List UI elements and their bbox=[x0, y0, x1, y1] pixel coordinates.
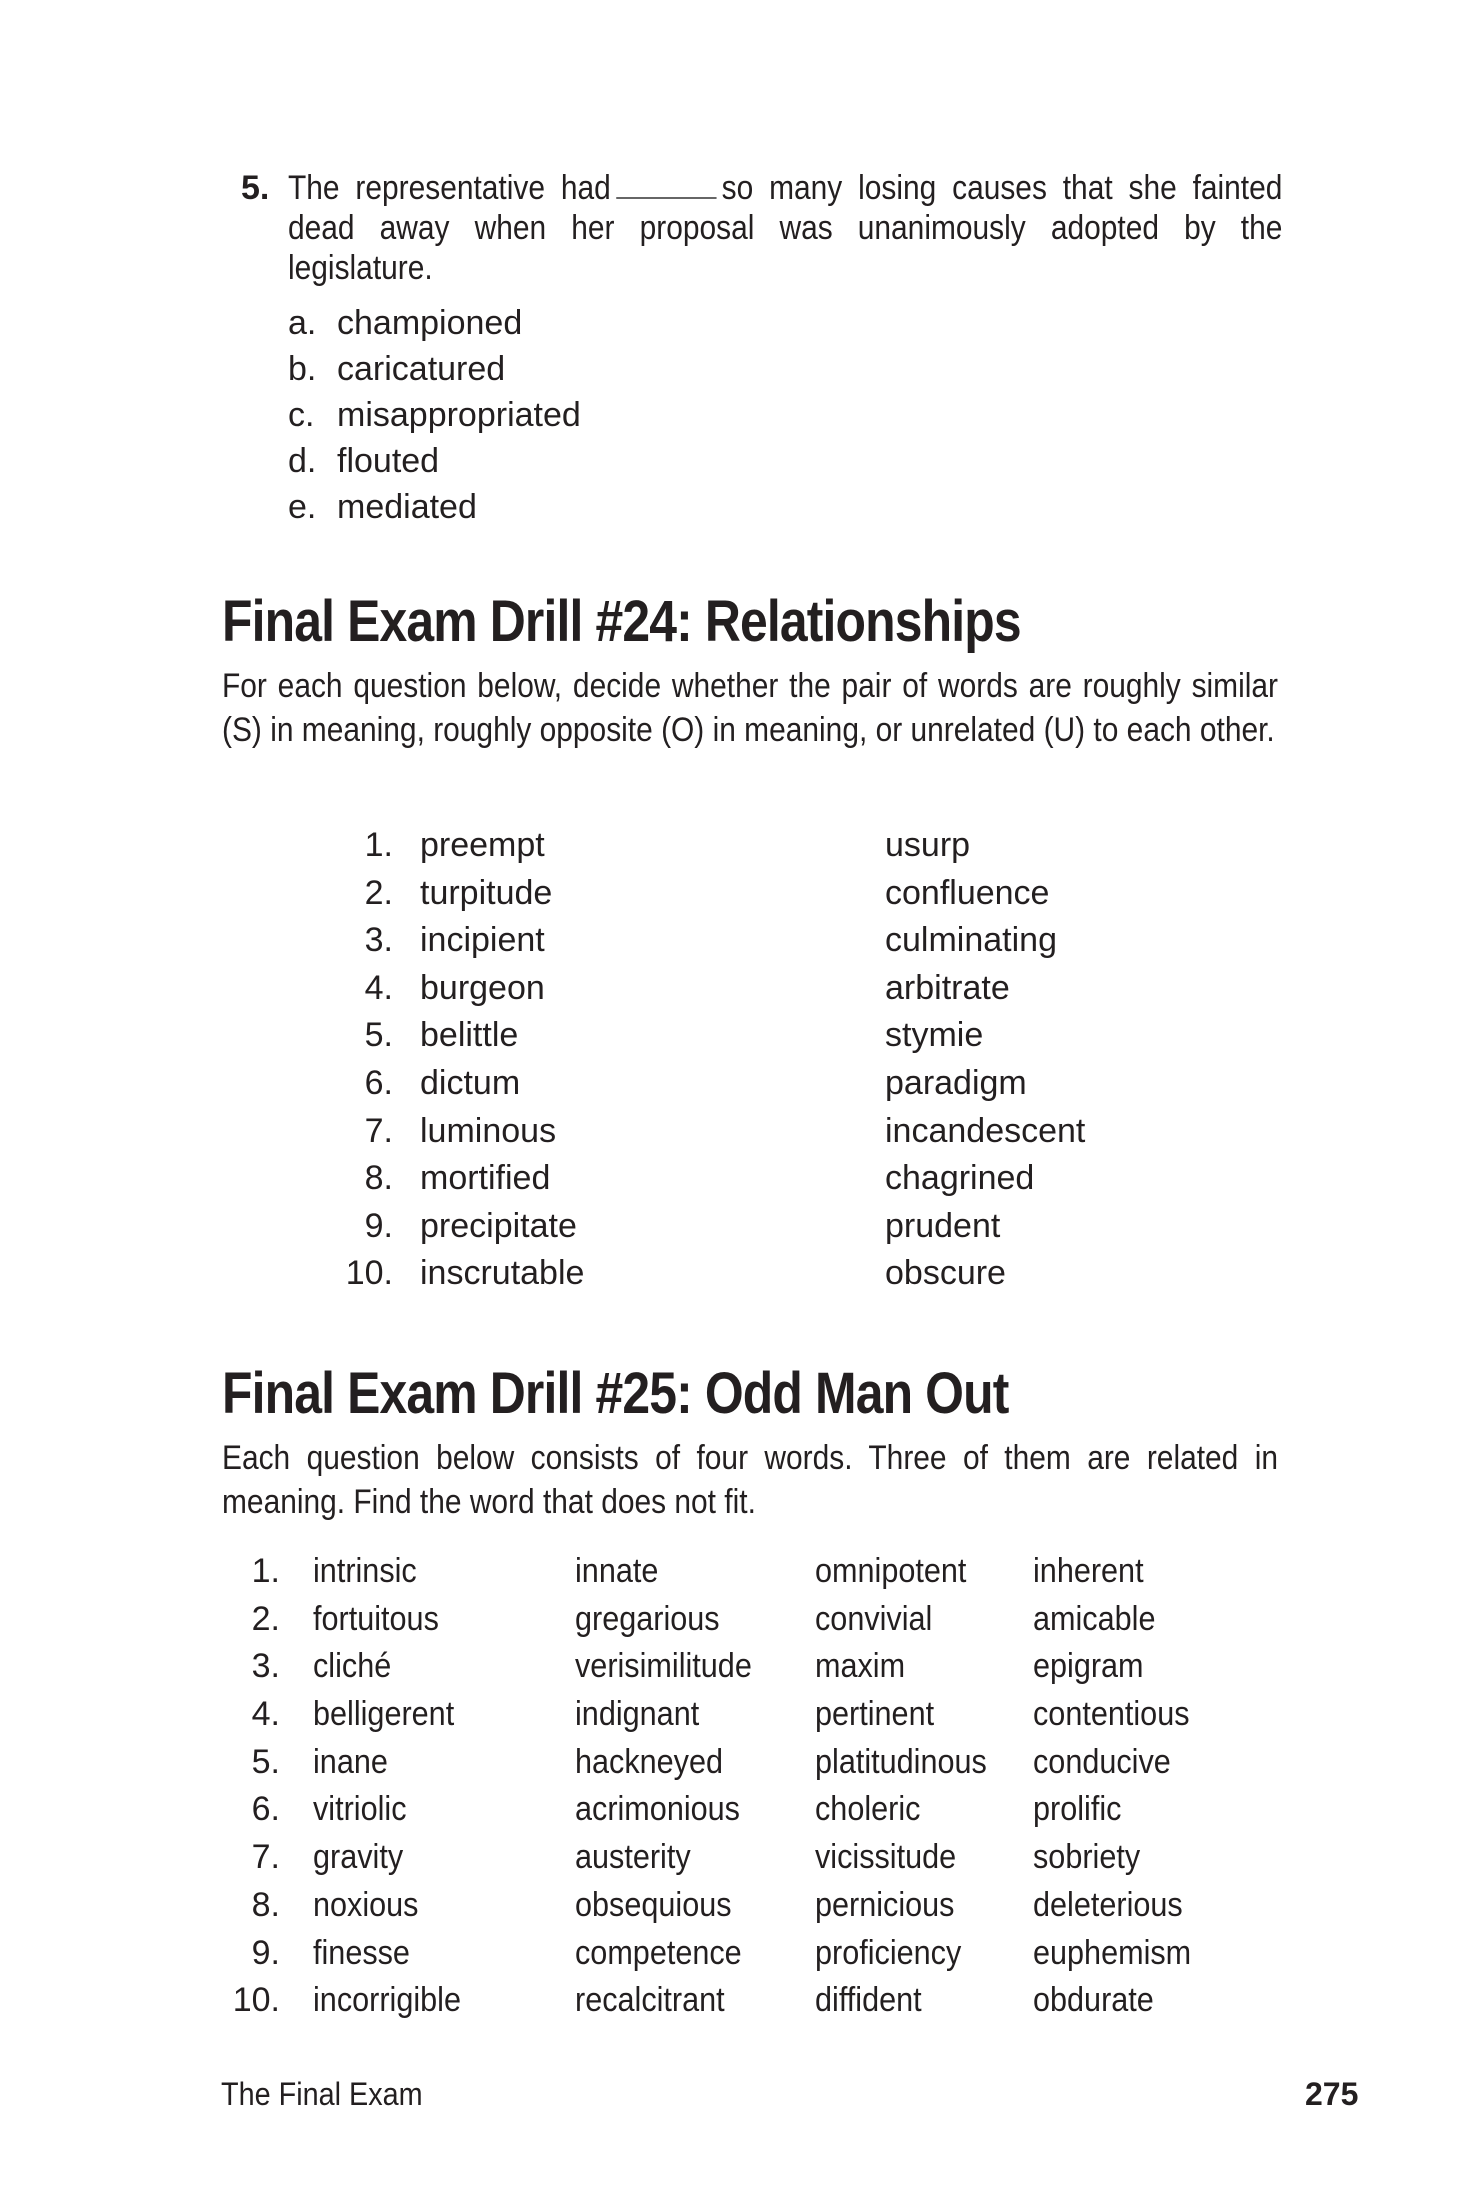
word-1: fortuitous bbox=[313, 1599, 439, 1638]
word-1: turpitude bbox=[420, 873, 553, 912]
answer-blank bbox=[616, 171, 716, 199]
option-text: caricatured bbox=[337, 350, 506, 388]
word-2: usurp bbox=[885, 826, 971, 864]
word-2: confluence bbox=[885, 873, 1050, 912]
drill-24-instructions bbox=[222, 664, 1278, 752]
word-2: innate bbox=[575, 1552, 659, 1590]
word-4: obdurate bbox=[1033, 1981, 1154, 2020]
drill-25-title: Final Exam Drill #25: Odd Man Out bbox=[222, 1361, 1009, 1426]
odd-man-out-list bbox=[220, 1552, 1220, 2029]
option-letter: b. bbox=[288, 350, 317, 388]
word-1: finesse bbox=[313, 1933, 410, 1972]
list-item bbox=[330, 1159, 1130, 1207]
word-2: hackneyed bbox=[575, 1742, 724, 1781]
list-item bbox=[330, 1112, 1130, 1160]
word-3: proficiency bbox=[815, 1933, 962, 1972]
word-1: noxious bbox=[313, 1885, 419, 1924]
word-4: epigram bbox=[1033, 1647, 1144, 1686]
item-number: 6. bbox=[364, 1063, 393, 1102]
option-letter: e. bbox=[288, 488, 317, 526]
word-2: incandescent bbox=[885, 1111, 1086, 1150]
word-1: inane bbox=[313, 1742, 388, 1781]
word-2: stymie bbox=[885, 1016, 984, 1055]
instructions-text: For each question below, decide whether the pair of words are roughly similar (S) in meaning, roughly opposite (O) in meaning, or unrelated (U) to each other. bbox=[222, 667, 1278, 749]
list-item bbox=[220, 1981, 1220, 2029]
word-1: belligerent bbox=[313, 1695, 455, 1734]
word-3: pertinent bbox=[815, 1695, 935, 1734]
word-2: indignant bbox=[575, 1695, 700, 1734]
list-item bbox=[220, 1695, 1220, 1743]
item-number: 8. bbox=[364, 1159, 393, 1198]
item-number: 3. bbox=[364, 921, 393, 960]
word-4: euphemism bbox=[1033, 1933, 1192, 1972]
relationships-list bbox=[330, 826, 1130, 1302]
word-3: platitudinous bbox=[815, 1742, 987, 1781]
list-item bbox=[330, 874, 1130, 922]
drill-25-instructions bbox=[222, 1436, 1278, 1524]
item-number: 4. bbox=[364, 968, 393, 1007]
word-1: luminous bbox=[420, 1111, 557, 1150]
word-3: convivial bbox=[815, 1599, 933, 1638]
list-item bbox=[330, 1016, 1130, 1064]
word-1: cliché bbox=[313, 1647, 392, 1686]
word-2: gregarious bbox=[575, 1599, 720, 1638]
item-number: 9. bbox=[251, 1933, 280, 1972]
word-1: belittle bbox=[420, 1016, 519, 1055]
word-2: verisimilitude bbox=[575, 1647, 752, 1686]
word-2: obscure bbox=[885, 1254, 1006, 1293]
word-1: mortified bbox=[420, 1159, 551, 1198]
word-3: diffident bbox=[815, 1981, 922, 2020]
item-number: 7. bbox=[251, 1838, 280, 1877]
list-item bbox=[220, 1886, 1220, 1934]
word-1: inscrutable bbox=[420, 1254, 585, 1293]
list-item bbox=[220, 1647, 1220, 1695]
drill-24-title: Final Exam Drill #24: Relationships bbox=[222, 589, 1021, 654]
list-item bbox=[220, 1790, 1220, 1838]
word-2: prudent bbox=[885, 1206, 1001, 1245]
item-number: 2. bbox=[251, 1599, 280, 1638]
list-item bbox=[330, 826, 1130, 874]
word-1: gravity bbox=[313, 1838, 404, 1877]
question-5 bbox=[241, 168, 1283, 288]
word-1: intrinsic bbox=[313, 1552, 417, 1590]
item-number: 8. bbox=[251, 1885, 280, 1924]
word-3: maxim bbox=[815, 1647, 906, 1686]
item-number: 5. bbox=[364, 1016, 393, 1055]
item-number: 9. bbox=[364, 1206, 393, 1245]
word-1: incipient bbox=[420, 921, 545, 960]
item-number: 10. bbox=[232, 1981, 280, 2020]
word-2: arbitrate bbox=[885, 968, 1010, 1007]
option-letter: c. bbox=[288, 396, 315, 434]
list-item bbox=[330, 921, 1130, 969]
word-2: culminating bbox=[885, 921, 1057, 960]
question-stem bbox=[288, 168, 1282, 288]
list-item bbox=[220, 1600, 1220, 1648]
option-text: mediated bbox=[337, 488, 477, 526]
word-2: austerity bbox=[575, 1838, 691, 1877]
word-4: deleterious bbox=[1033, 1885, 1183, 1924]
list-item bbox=[220, 1838, 1220, 1886]
item-number: 4. bbox=[251, 1695, 280, 1734]
stem-before-blank: The representative had bbox=[288, 169, 611, 207]
word-4: contentious bbox=[1033, 1695, 1190, 1734]
word-1: preempt bbox=[420, 826, 545, 864]
list-item bbox=[220, 1934, 1220, 1982]
option-letter: a. bbox=[288, 304, 317, 342]
option-text: championed bbox=[337, 304, 523, 342]
list-item bbox=[330, 1254, 1130, 1302]
option-text: misappropriated bbox=[337, 396, 581, 434]
list-item bbox=[330, 1064, 1130, 1112]
word-3: choleric bbox=[815, 1790, 921, 1829]
item-number: 1. bbox=[364, 826, 393, 864]
list-item bbox=[220, 1743, 1220, 1791]
word-4: conducive bbox=[1033, 1742, 1171, 1781]
running-footer-title: The Final Exam bbox=[221, 2076, 423, 2112]
option-text: flouted bbox=[337, 442, 440, 480]
list-item bbox=[330, 1207, 1130, 1255]
word-2: chagrined bbox=[885, 1159, 1035, 1198]
stem-after-blank: so many losing causes that she fainted dead away when her proposal was unanimously adopted by the legislature. bbox=[288, 169, 1283, 287]
word-4: sobriety bbox=[1033, 1838, 1141, 1877]
instructions-text: Each question below consists of four words. Three of them are related in meaning. Find the word that does not fit. bbox=[222, 1439, 1278, 1521]
item-number: 7. bbox=[364, 1111, 393, 1150]
page-number: 275 bbox=[1305, 2076, 1359, 2112]
item-number: 6. bbox=[251, 1790, 280, 1829]
word-1: incorrigible bbox=[313, 1981, 461, 2020]
word-4: amicable bbox=[1033, 1599, 1156, 1638]
item-number: 1. bbox=[251, 1552, 280, 1590]
word-2: competence bbox=[575, 1933, 742, 1972]
list-item bbox=[220, 1552, 1220, 1600]
word-3: vicissitude bbox=[815, 1838, 957, 1877]
item-number: 10. bbox=[345, 1254, 393, 1293]
word-1: precipitate bbox=[420, 1206, 577, 1245]
word-3: pernicious bbox=[815, 1885, 955, 1924]
word-2: recalcitrant bbox=[575, 1981, 725, 2020]
item-number: 5. bbox=[251, 1742, 280, 1781]
word-1: dictum bbox=[420, 1063, 521, 1102]
question-number: 5. bbox=[241, 169, 270, 207]
list-item bbox=[330, 969, 1130, 1017]
word-4: inherent bbox=[1033, 1552, 1144, 1590]
word-2: obsequious bbox=[575, 1885, 732, 1924]
word-2: paradigm bbox=[885, 1063, 1027, 1102]
option-letter: d. bbox=[288, 442, 317, 480]
word-1: burgeon bbox=[420, 968, 545, 1007]
word-1: vitriolic bbox=[313, 1790, 407, 1829]
word-4: prolific bbox=[1033, 1790, 1122, 1829]
item-number: 3. bbox=[251, 1647, 280, 1686]
item-number: 2. bbox=[364, 873, 393, 912]
word-3: omnipotent bbox=[815, 1552, 967, 1590]
word-2: acrimonious bbox=[575, 1790, 740, 1829]
